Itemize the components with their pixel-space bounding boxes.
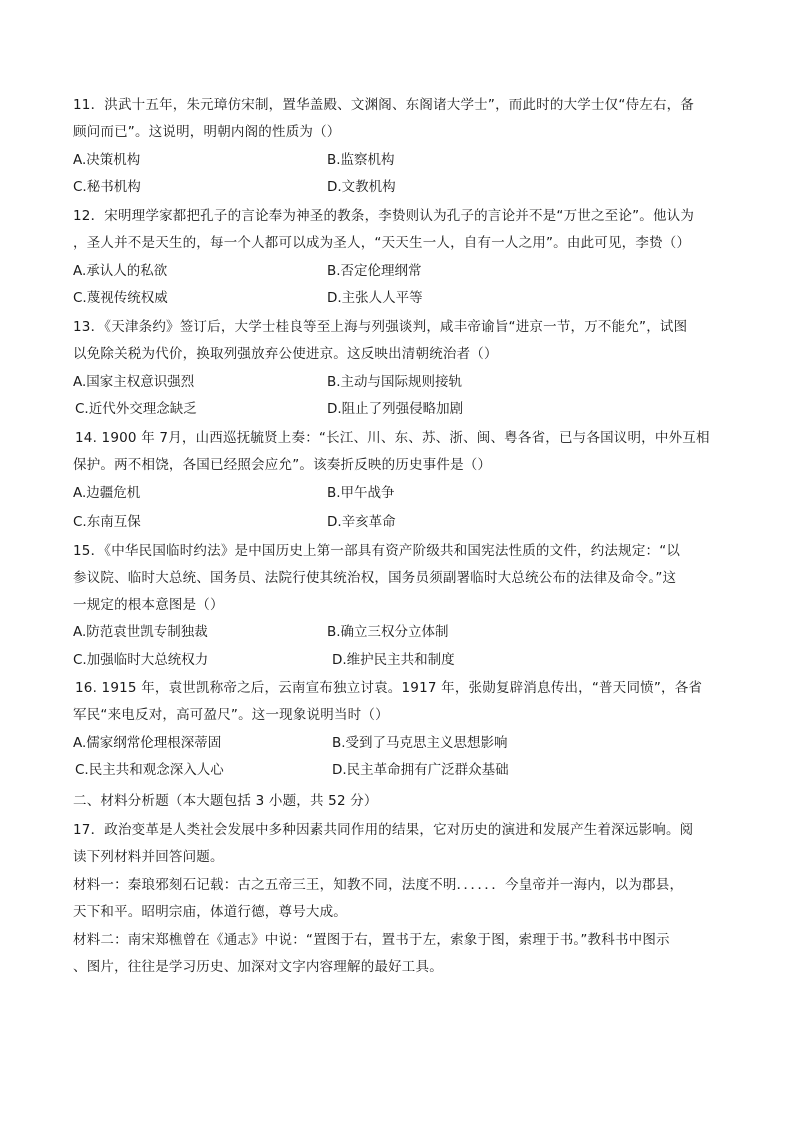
q16-stem-line-1: 16. 1915 年，袁世凯称帝之后，云南宣布独立讨袁。1917 年，张勋复辟消息传出，“普天同愤”，各省 bbox=[75, 680, 703, 696]
q14-option-b: B.甲午战争 bbox=[327, 485, 395, 501]
material-2-line-2: 、图片，往往是学习历史、加深对文字内容理解的最好工具。 bbox=[73, 959, 443, 975]
q13-stem-line-2: 以免除关税为代价，换取列强放弃公使进京。这反映出清朝统治者（） bbox=[73, 346, 498, 362]
q13-stem-line-1: 13．《天津条约》签订后，大学士桂良等至上海与列强谈判，咸丰帝谕旨“进京一节，万不能允”，试图 bbox=[73, 319, 688, 335]
q14-option-a: A.边疆危机 bbox=[73, 485, 141, 501]
material-1-line-1: 材料一：秦琅邪刻石记载：古之五帝三王，知教不同，法度不明．．．．．．今皇帝并一海内，以为郡县， bbox=[73, 877, 684, 893]
material-1-line-2: 天下和平。昭明宗庙，体道行德，尊号大成。 bbox=[73, 904, 347, 920]
q12-option-c: C.蔑视传统权威 bbox=[73, 290, 168, 306]
q15-option-b: B.确立三权分立体制 bbox=[327, 624, 449, 640]
q12-option-a: A.承认人的私欲 bbox=[73, 263, 168, 279]
q11-option-c: C.秘书机构 bbox=[73, 179, 141, 195]
q17-stem-line-1: 17．政治变革是人类社会发展中多种因素共同作用的结果，它对历史的演进和发展产生着深远影响。阅 bbox=[73, 822, 694, 838]
q15-option-c: C.加强临时大总统权力 bbox=[73, 652, 209, 668]
q11-option-b: B.监察机构 bbox=[327, 152, 395, 168]
q11-option-a: A.决策机构 bbox=[73, 152, 141, 168]
material-2-line-1: 材料二：南宋郑樵曾在《通志》中说：“置图于右，置书于左，索象于图，索理于书。”教科书中图示 bbox=[73, 932, 670, 948]
q12-stem-line-2: ，圣人并不是天生的，每一个人都可以成为圣人，“天天生一人，自有一人之用”。由此可见，李贽（） bbox=[73, 235, 691, 251]
q11-stem-line-2: 顾问而已”。这说明，明朝内阁的性质为（） bbox=[73, 124, 341, 140]
q12-option-b: B.否定伦理纲常 bbox=[327, 263, 422, 279]
q15-stem-line-3: 一规定的根本意图是（） bbox=[73, 597, 224, 613]
q12-stem-line-1: 12．宋明理学家都把孔子的言论奉为神圣的教条，李贽则认为孔子的言论并不是“万世之至论”。他认为 bbox=[73, 208, 695, 224]
q16-stem-line-2: 军民“来电反对，高可盈尺”。这一现象说明当时（） bbox=[73, 707, 389, 723]
q12-option-d: D.主张人人平等 bbox=[327, 290, 423, 306]
q16-option-d: D.民主革命拥有广泛群众基础 bbox=[332, 762, 509, 778]
q13-option-a: A.国家主权意识强烈 bbox=[73, 374, 195, 390]
q11-stem-line-1: 11．洪武十五年，朱元璋仿宋制，置华盖殿、文渊阁、东阁诸大学士”，而此时的大学士仅“侍左右，备 bbox=[73, 97, 695, 113]
q15-option-d: D.维护民主共和制度 bbox=[332, 652, 455, 668]
q15-stem-line-1: 15．《中华民国临时约法》是中国历史上第一部具有资产阶级共和国宪法性质的文件，约法规定：“以 bbox=[73, 543, 681, 559]
q13-option-b: B.主动与国际规则接轨 bbox=[327, 374, 463, 390]
q13-option-c: C.近代外交理念缺乏 bbox=[75, 401, 197, 417]
q16-option-a: A.儒家纲常伦理根深蒂固 bbox=[73, 735, 222, 751]
q11-option-d: D.文教机构 bbox=[327, 179, 396, 195]
q16-option-b: B.受到了马克思主义思想影响 bbox=[332, 735, 508, 751]
q15-option-a: A.防范袁世凯专制独裁 bbox=[73, 624, 208, 640]
q14-stem-line-2: 保护。两不相饶，各国已经照会应允”。该奏折反映的历史事件是（） bbox=[73, 457, 492, 473]
q13-option-d: D.阻止了列强侵略加剧 bbox=[327, 401, 464, 417]
section-2-heading: 二、材料分析题（本大题包括 3 小题，共 52 分） bbox=[73, 793, 378, 809]
q14-stem-line-1: 14. 1900 年 7月，山西巡抚毓贤上奏：“长江、川、东、苏、浙、闽、粤各省，已与各国议明，中外互相 bbox=[75, 430, 710, 446]
q14-option-c: C.东南互保 bbox=[73, 514, 141, 530]
q14-option-d: D.辛亥革命 bbox=[327, 514, 396, 530]
q16-option-c: C.民主共和观念深入人心 bbox=[75, 762, 224, 778]
q15-stem-line-2: 参议院、临时大总统、国务员、法院行使其统治权，国务员须副署临时大总统公布的法律及命令。”这 bbox=[73, 570, 677, 586]
q17-stem-line-2: 读下列材料并回答问题。 bbox=[73, 849, 224, 865]
